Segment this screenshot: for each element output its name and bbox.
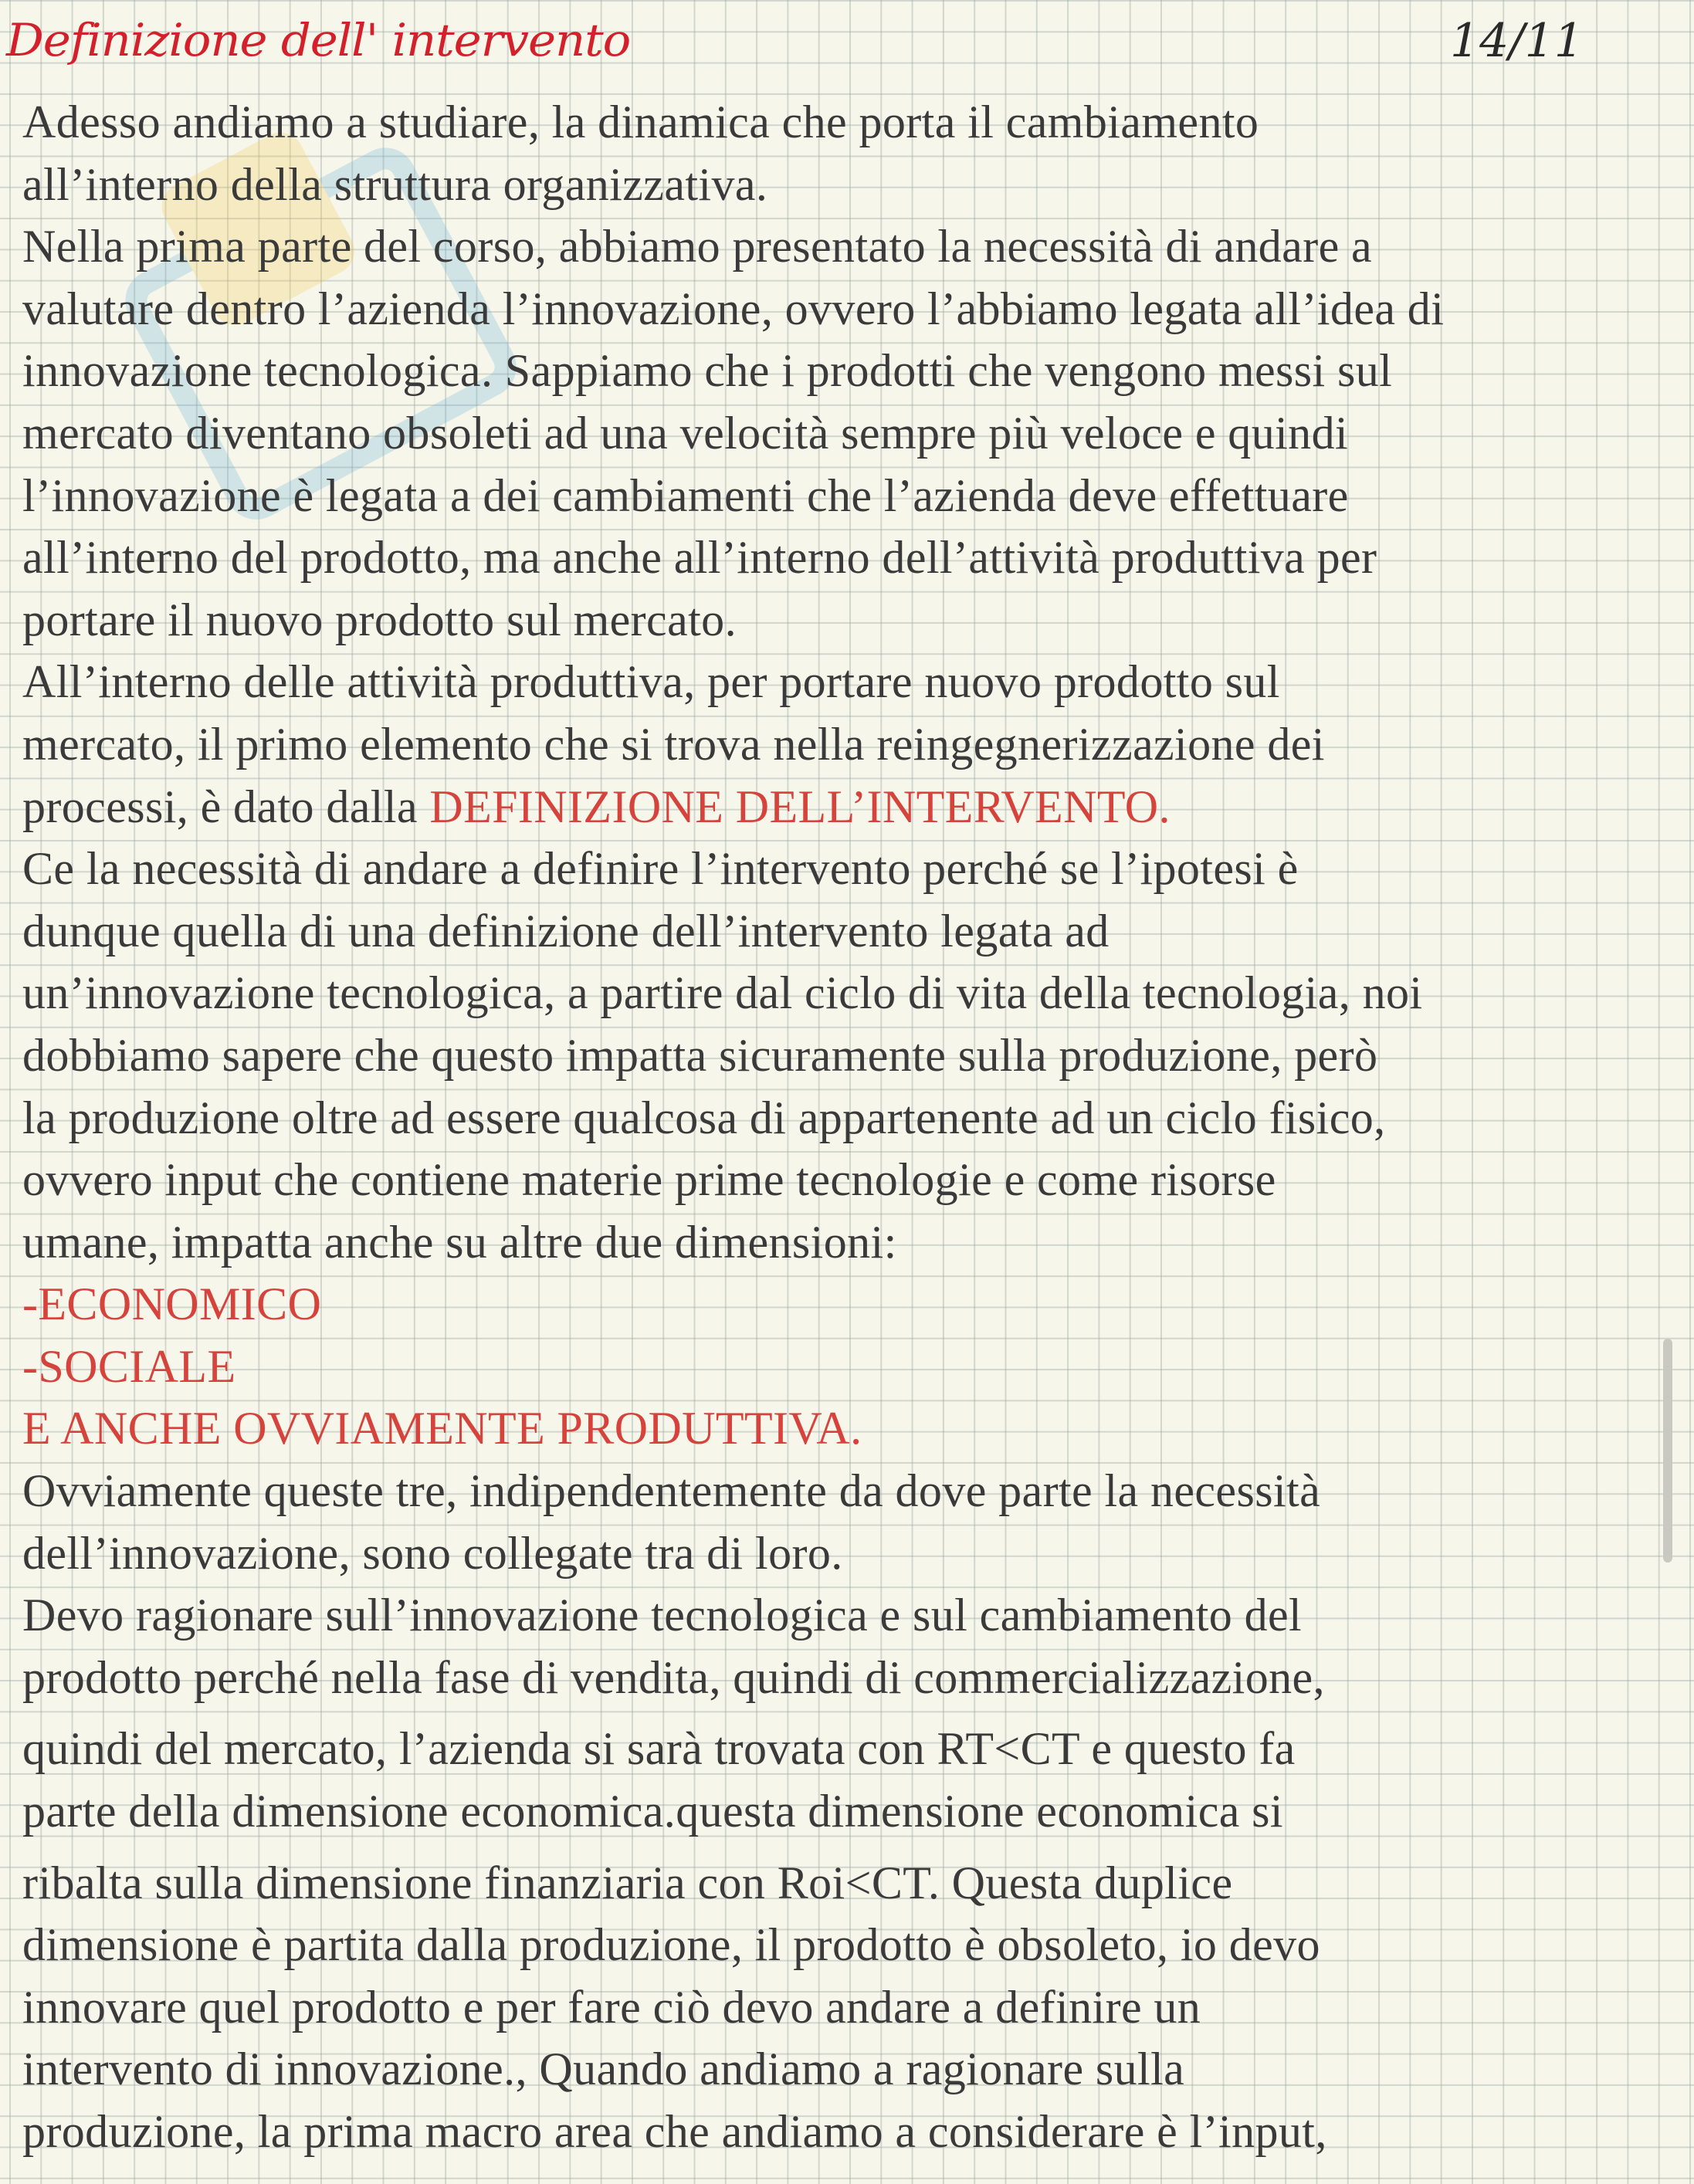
body-line [22,215,1675,278]
body-line [22,1647,1675,1709]
body-line [22,1852,1675,1915]
body-line [22,776,1675,838]
line-text: l’innovazione è legata a dei cambiamenti che l’azienda deve effettuare [22,469,1349,521]
body-line [22,1976,1675,2039]
body-line [22,1024,1675,1087]
handwritten-title: Definizione dell' intervento [6,14,631,66]
line-text: dimensione è partita dalla produzione, il prodotto è obsoleto, io devo [22,1919,1320,1971]
line-text: mercato diventano obsoleti ad una velocità sempre più veloce e quindi [22,407,1349,459]
body-line [22,91,1675,154]
line-text: portare il nuovo prodotto sul mercato. [22,594,737,645]
body-line [22,1336,1675,1398]
line-text: la produzione oltre ad essere qualcosa di appartenente ad un ciclo fisico, [22,1092,1386,1143]
body-line [22,1780,1675,1843]
note-header [0,14,1694,83]
line-text: quindi del mercato, l’azienda si sarà trovata con RT<CT e questo fa [22,1723,1296,1775]
body-line [22,1584,1675,1647]
body-line [22,1460,1675,1522]
line-text: Ce la necessità di andare a definire l’intervento perché se l’ipotesi è [22,843,1299,895]
line-text: All’interno delle attività produttiva, per portare nuovo prodotto sul [22,656,1280,708]
body-line [22,838,1675,900]
body-line [22,278,1675,340]
body-line [22,1718,1675,1780]
scrollbar-thumb[interactable] [1663,1339,1672,1563]
line-text: processi, è dato dalla [22,780,430,832]
body-line [22,2101,1675,2163]
line-text: un’innovazione tecnologica, a partire dal ciclo di vita della tecnologia, noi [22,967,1423,1019]
highlight-text: -ECONOMICO [22,1278,322,1330]
handwritten-date: 14/11 [1450,14,1584,68]
line-text: intervento di innovazione., Quando andiamo a ragionare sulla [22,2043,1185,2095]
line-text: Nella prima parte del corso, abbiamo presentato la necessità di andare a [22,221,1373,273]
highlight-text: -SOCIALE [22,1340,236,1392]
line-text: Ovviamente queste tre, indipendentemente da dove parte la necessità [22,1465,1321,1517]
line-text: umane, impatta anche su altre due dimensioni: [22,1216,897,1268]
body-line [22,1087,1675,1150]
line-text: parte della dimensione economica.questa dimensione economica si [22,1786,1283,1837]
line-text: ovvero input che contiene materie prime tecnologie e come risorse [22,1154,1276,1206]
highlight-text: E ANCHE OVVIAMENTE PRODUTTIVA. [22,1403,862,1454]
line-text: innovazione tecnologica. Sappiamo che i prodotti che vengono messi sul [22,345,1393,397]
line-text: valutare dentro l’azienda l’innovazione, ovvero l’abbiamo legata all’idea di [22,283,1445,334]
body-line [22,465,1675,527]
highlight-text: DEFINIZIONE DELL’INTERVENTO. [429,780,1171,832]
body-line [22,527,1675,589]
body-line [22,154,1675,216]
body-line [22,1149,1675,1211]
line-text: ribalta sulla dimensione finanziaria con Roi<CT. Questa duplice [22,1857,1233,1908]
note-body [22,91,1675,2163]
body-line [22,1914,1675,1976]
line-text: all’interno del prodotto, ma anche all’interno dell’attività produttiva per [22,532,1377,584]
body-line [22,1397,1675,1460]
line-text: prodotto perché nella fase di vendita, quindi di commercializzazione, [22,1651,1325,1703]
body-line [22,651,1675,713]
body-line [22,1522,1675,1585]
body-line [22,402,1675,465]
body-line [22,962,1675,1024]
body-line [22,2038,1675,2101]
body-line [22,589,1675,652]
body-line [22,1211,1675,1274]
body-line [22,900,1675,963]
line-text: dell’innovazione, sono collegate tra di loro. [22,1527,843,1579]
body-line [22,1273,1675,1336]
line-text: produzione, la prima macro area che andiamo a considerare è l’input, [22,2106,1327,2157]
body-line [22,713,1675,776]
line-text: Adesso andiamo a studiare, la dinamica che porta il cambiamento [22,97,1259,147]
line-text: dunque quella di una definizione dell’intervento legata ad [22,905,1110,957]
line-text: dobbiamo sapere che questo impatta sicuramente sulla produzione, però [22,1029,1378,1081]
line-text: all’interno della struttura organizzativa. [22,158,768,210]
body-line [22,340,1675,402]
line-text: innovare quel prodotto e per fare ciò devo andare a definire un [22,1981,1201,2033]
line-text: mercato, il primo elemento che si trova nella reingegnerizzazione dei [22,718,1325,770]
line-text: Devo ragionare sull’innovazione tecnologica e sul cambiamento del [22,1590,1303,1641]
